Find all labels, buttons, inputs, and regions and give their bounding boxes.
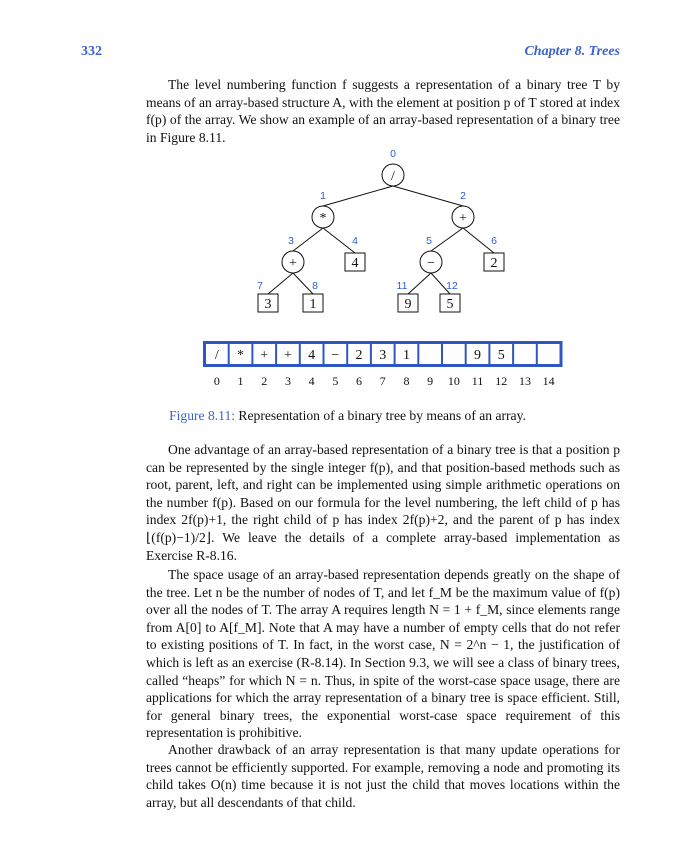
array-cell <box>514 344 536 364</box>
tree-edge <box>408 273 431 294</box>
tree-leaf-node <box>345 235 365 271</box>
array-index: 3 <box>284 374 291 388</box>
array-cell <box>443 344 465 364</box>
array-index: 5 <box>332 374 339 388</box>
tree-node-label: / <box>391 169 395 184</box>
tree-node-label: 5 <box>446 297 454 312</box>
tree-operator-node <box>452 190 474 228</box>
array-index: 11 <box>471 374 484 388</box>
array-index: 4 <box>308 374 315 388</box>
tree-node-index: 0 <box>390 148 396 160</box>
tree-leaf-node <box>303 280 323 312</box>
tree-node-label: + <box>459 211 467 226</box>
tree-edges <box>268 186 494 294</box>
tree-node-label: 9 <box>404 297 412 312</box>
array-index: 10 <box>447 374 460 388</box>
tree-edge <box>293 273 313 294</box>
tree-node-index: 12 <box>446 280 458 292</box>
tree-operator-node <box>382 148 404 186</box>
array-cell <box>419 344 441 364</box>
tree-edge <box>293 228 323 251</box>
tree-node-label: 1 <box>309 297 317 312</box>
array-cell-value: − <box>331 348 340 363</box>
array-index: 13 <box>518 374 531 388</box>
array-cell-value: 5 <box>497 348 505 363</box>
array-index: 6 <box>356 374 363 388</box>
tree-node-index: 4 <box>352 235 358 247</box>
array-cell-value: 4 <box>308 348 316 363</box>
tree-node-label: 2 <box>490 256 498 271</box>
tree-node-index: 1 <box>320 190 326 202</box>
tree-leaf-node <box>257 280 278 312</box>
tree-edge <box>463 228 494 253</box>
tree-operator-node <box>282 235 304 273</box>
figure-8-11 <box>0 140 695 400</box>
array-cell-value: 1 <box>402 348 410 363</box>
tree-nodes <box>257 148 504 312</box>
tree-edge <box>268 273 293 294</box>
array-index: 9 <box>427 374 434 388</box>
tree-node-label: * <box>319 211 327 226</box>
paragraph-drawback: Another drawback of an array representation is that many update operations for trees cannot be efficiently supported. For example, removing a node and promoting its child takes O(n) time because it is not just the child that moves locations within the array, but all descendants of that child. <box>146 742 620 810</box>
figure-caption <box>0 408 695 424</box>
array-index: 1 <box>237 374 244 388</box>
array-cell-value: 2 <box>355 348 363 363</box>
tree-operator-node <box>420 235 442 273</box>
tree-node-index: 2 <box>460 190 466 202</box>
tree-leaf-node <box>484 235 504 271</box>
array-cell-value: 3 <box>379 348 387 363</box>
array-cell-value: + <box>260 348 269 363</box>
array-cell-value: / <box>214 348 219 363</box>
tree-node-label: − <box>427 256 435 271</box>
array-cell <box>538 344 560 364</box>
paragraph-advantage: One advantage of an array-based representation of a binary tree is that a position p can be represented by the single integer f(p), and that position-based methods such as root, parent, left, and right can be implemented using simple arithmetic operations on the number f(p). Based on our formula for the level numbering, the left child of p has index 2f(p)+1, the right child of p has index 2f(p)+2, and the parent of p has index ⌊(f(p)−1)/2⌋. We leave the details of a complete array-based implementation as Exercise R-8.16. <box>146 442 620 563</box>
array-cell-value: 9 <box>474 348 482 363</box>
array-cell-value: + <box>283 348 292 363</box>
paragraph-space-usage: The space usage of an array-based representation depends greatly on the shape of the tree. Let n be the number of nodes of T, and let f_M be the maximum value of f(p) over all the nodes of T. The array A requires length N = 1 + f_M, since elements range from A[0] to A[f_M]. Note that A may have a number of empty cells that do not refer to existing positions of T. In fact, in the worst case, N = 2^n − 1, the justification of which is left as an exercise (R-8.14). In Section 9.3, we will see a class of binary trees, called “heaps” for which N = n. Thus, in spite of the worst-case space usage, there are applications for which the array representation of a binary tree is space efficient. Still, for general binary trees, the exponential worst-case space requirement of this representation is prohibitive. <box>146 567 620 741</box>
tree-edge <box>431 228 463 251</box>
tree-node-index: 8 <box>312 280 318 292</box>
tree-node-index: 5 <box>426 235 432 247</box>
tree-node-label: + <box>289 256 297 271</box>
array-representation <box>203 341 563 388</box>
figure-caption-text: Representation of a binary tree by means of an array. <box>238 408 526 423</box>
array-index: 14 <box>542 374 555 388</box>
tree-node-index: 11 <box>396 280 408 292</box>
array-index: 2 <box>261 374 268 388</box>
tree-node-label: 3 <box>264 297 272 312</box>
array-index: 0 <box>213 374 220 388</box>
array-index: 8 <box>403 374 410 388</box>
paragraph-intro: The level numbering function f suggests a representation of a binary tree T by means of an array-based structure A, with the element at position p of T stored at index f(p) of the array. We show an example of an array-based representation of a binary tree in Figure 8.11. <box>146 77 620 145</box>
tree-edge <box>323 228 355 253</box>
tree-node-index: 3 <box>288 235 294 247</box>
tree-node-index: 6 <box>491 235 497 247</box>
tree-leaf-node <box>440 280 460 312</box>
tree-node-label: 4 <box>351 256 359 271</box>
array-index: 12 <box>495 374 508 388</box>
page-number: 332 <box>81 44 102 59</box>
tree-edge <box>323 186 393 206</box>
array-index: 7 <box>379 374 386 388</box>
tree-node-index: 7 <box>257 280 263 292</box>
figure-label: Figure 8.11: <box>169 408 236 423</box>
chapter-title: Chapter 8. Trees <box>524 44 620 59</box>
array-cell-value: * <box>237 348 245 363</box>
tree-edge <box>393 186 463 206</box>
tree-operator-node <box>312 190 334 228</box>
tree-leaf-node <box>397 280 418 312</box>
